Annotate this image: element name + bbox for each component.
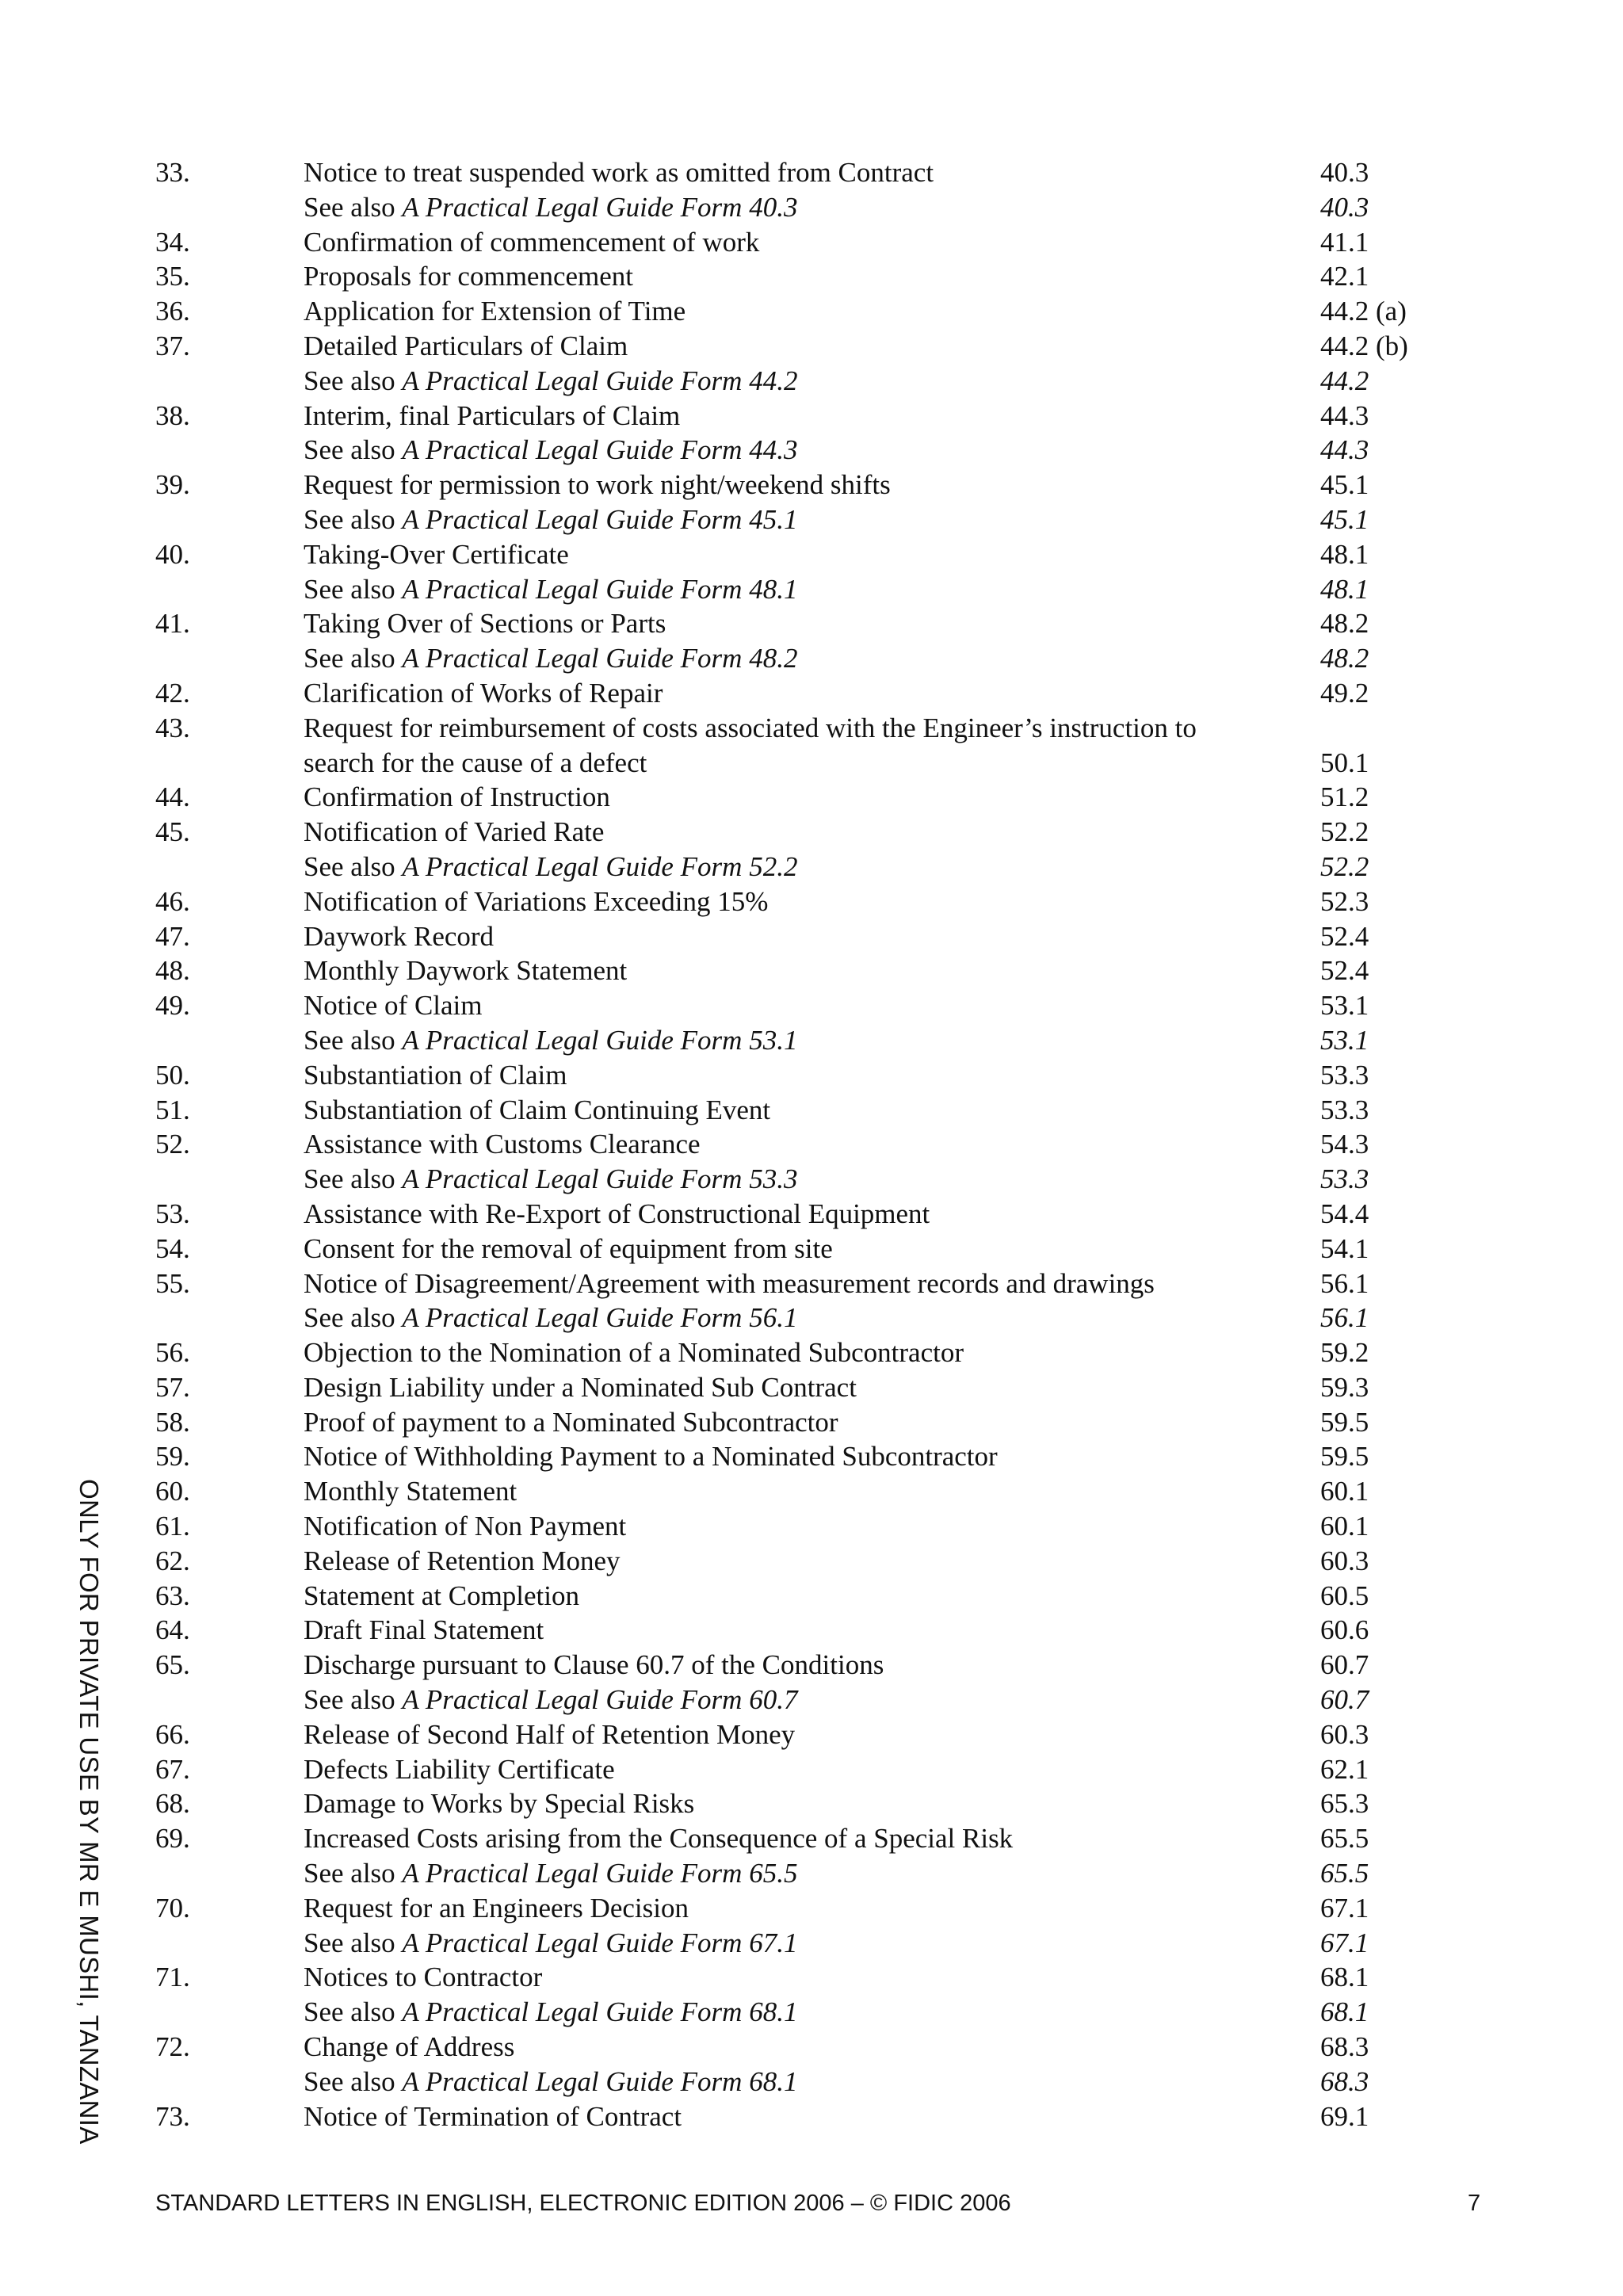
see-also-row	[155, 2065, 1423, 2099]
item-title: Notification of Non Payment	[304, 1511, 627, 1542]
see-also-prefix: See also	[304, 1684, 403, 1716]
clause-reference: 54.3	[1320, 1129, 1369, 1160]
item-number: 38.	[155, 399, 190, 431]
clause-reference: 53.3	[1320, 1163, 1369, 1195]
item-number: 62.	[155, 1545, 190, 1576]
see-also-prefix: See also	[304, 1302, 403, 1334]
guide-reference: A Practical Legal Guide Form 65.5	[402, 1858, 798, 1889]
see-also-row	[155, 502, 1423, 537]
see-also-row	[155, 190, 1423, 225]
item-title: Request for reimbursement of costs associated with the Engineer’s instruction to	[304, 712, 1197, 743]
clause-reference: 62.1	[1320, 1753, 1369, 1785]
guide-reference: A Practical Legal Guide Form 45.1	[402, 503, 798, 535]
see-also-row	[155, 1683, 1423, 1717]
list-item	[155, 2099, 1423, 2134]
list-item	[155, 1266, 1423, 1301]
item-title: Request for permission to work night/weekend shifts	[304, 469, 891, 501]
item-title: Substantiation of Claim	[304, 1059, 567, 1091]
see-also-prefix: See also	[304, 1024, 403, 1056]
item-number: 53.	[155, 1198, 190, 1229]
see-also-row	[155, 1162, 1423, 1197]
list-item	[155, 1058, 1423, 1093]
item-title: Taking-Over Certificate	[304, 538, 569, 570]
item-title: Notice of Termination of Contract	[304, 2100, 682, 2132]
clause-reference: 60.5	[1320, 1580, 1369, 1611]
clause-reference: 59.2	[1320, 1337, 1369, 1369]
list-item	[155, 780, 1423, 815]
see-also-prefix: See also	[304, 1858, 403, 1889]
clause-reference: 54.4	[1320, 1198, 1369, 1229]
item-number: 67.	[155, 1753, 190, 1785]
item-number: 48.	[155, 955, 190, 987]
form-index-list	[155, 155, 1423, 2134]
item-title: Monthly Daywork Statement	[304, 955, 628, 987]
clause-reference: 44.2 (b)	[1320, 330, 1408, 361]
clause-reference: 60.6	[1320, 1614, 1369, 1646]
see-also-text	[304, 364, 797, 399]
item-number: 73.	[155, 2100, 190, 2132]
item-title: Increased Costs arising from the Consequence of a Special Risk	[304, 1823, 1014, 1855]
list-item	[155, 1613, 1423, 1648]
see-also-text	[304, 572, 797, 607]
list-item-continuation	[155, 746, 1423, 781]
see-also-prefix: See also	[304, 1163, 403, 1195]
item-number: 65.	[155, 1649, 190, 1681]
list-item	[155, 1544, 1423, 1579]
clause-reference: 44.3	[1320, 434, 1369, 466]
item-title: Monthly Statement	[304, 1476, 517, 1507]
clause-reference: 48.1	[1320, 538, 1369, 570]
item-number: 33.	[155, 157, 190, 188]
list-item	[155, 225, 1423, 260]
item-number: 60.	[155, 1476, 190, 1507]
guide-reference: A Practical Legal Guide Form 44.3	[402, 434, 798, 466]
item-title: Notice of Disagreement/Agreement with measurement records and drawings	[304, 1267, 1155, 1299]
item-title: Assistance with Re-Export of Constructional Equipment	[304, 1198, 930, 1229]
item-title: Application for Extension of Time	[304, 296, 686, 327]
list-item	[155, 884, 1423, 919]
see-also-text	[304, 1301, 797, 1335]
see-also-prefix: See also	[304, 365, 403, 396]
item-title: Confirmation of commencement of work	[304, 226, 760, 258]
list-item	[155, 1335, 1423, 1370]
list-item	[155, 606, 1423, 641]
clause-reference: 60.7	[1320, 1684, 1369, 1716]
clause-reference: 68.3	[1320, 2065, 1369, 2097]
see-also-text	[304, 1023, 797, 1058]
item-title: search for the cause of a defect	[304, 747, 647, 778]
see-also-row	[155, 641, 1423, 676]
item-title: Clarification of Works of Repair	[304, 677, 663, 709]
see-also-text	[304, 1162, 797, 1197]
clause-reference: 45.1	[1320, 469, 1369, 501]
item-number: 66.	[155, 1718, 190, 1750]
clause-reference: 40.3	[1320, 191, 1369, 223]
clause-reference: 53.3	[1320, 1094, 1369, 1125]
item-title: Release of Second Half of Retention Money	[304, 1718, 796, 1750]
see-also-row	[155, 364, 1423, 399]
list-item	[155, 1786, 1423, 1821]
guide-reference: A Practical Legal Guide Form 60.7	[402, 1684, 798, 1716]
list-item	[155, 294, 1423, 329]
list-item	[155, 468, 1423, 502]
clause-reference: 67.1	[1320, 1927, 1369, 1958]
clause-reference: 40.3	[1320, 157, 1369, 188]
list-item	[155, 329, 1423, 364]
clause-reference: 52.2	[1320, 816, 1369, 848]
list-item	[155, 1405, 1423, 1440]
item-title: Notification of Varied Rate	[304, 816, 605, 848]
item-number: 39.	[155, 469, 190, 501]
item-number: 69.	[155, 1823, 190, 1855]
item-number: 61.	[155, 1511, 190, 1542]
item-number: 54.	[155, 1232, 190, 1264]
see-also-text	[304, 1995, 797, 2030]
clause-reference: 51.2	[1320, 781, 1369, 813]
list-item	[155, 1891, 1423, 1926]
list-item	[155, 155, 1423, 190]
item-title: Notification of Variations Exceeding 15%	[304, 885, 769, 917]
see-also-row	[155, 1023, 1423, 1058]
see-also-prefix: See also	[304, 573, 403, 605]
list-item	[155, 953, 1423, 988]
clause-reference: 59.5	[1320, 1441, 1369, 1473]
see-also-row	[155, 572, 1423, 607]
clause-reference: 59.3	[1320, 1371, 1369, 1403]
item-title: Objection to the Nomination of a Nominated Subcontractor	[304, 1337, 964, 1369]
see-also-prefix: See also	[304, 1927, 403, 1958]
list-item	[155, 1439, 1423, 1474]
see-also-prefix: See also	[304, 191, 403, 223]
clause-reference: 50.1	[1320, 747, 1369, 778]
clause-reference: 65.5	[1320, 1858, 1369, 1889]
see-also-prefix: See also	[304, 503, 403, 535]
item-number: 42.	[155, 677, 190, 709]
item-number: 34.	[155, 226, 190, 258]
clause-reference: 54.1	[1320, 1232, 1369, 1264]
see-also-row	[155, 1856, 1423, 1891]
see-also-prefix: See also	[304, 643, 403, 674]
item-number: 68.	[155, 1788, 190, 1820]
clause-reference: 44.2	[1320, 365, 1369, 396]
private-use-watermark: ONLY FOR PRIVATE USE BY MR E MUSHI, TANZANIA	[74, 1479, 104, 2145]
clause-reference: 53.3	[1320, 1059, 1369, 1091]
clause-reference: 52.2	[1320, 850, 1369, 882]
see-also-prefix: See also	[304, 850, 403, 882]
clause-reference: 48.2	[1320, 643, 1369, 674]
item-number: 37.	[155, 330, 190, 361]
list-item	[155, 1232, 1423, 1266]
item-title: Detailed Particulars of Claim	[304, 330, 628, 361]
clause-reference: 60.3	[1320, 1718, 1369, 1750]
clause-reference: 56.1	[1320, 1267, 1369, 1299]
clause-reference: 53.1	[1320, 990, 1369, 1022]
list-item	[155, 1474, 1423, 1509]
see-also-row	[155, 1995, 1423, 2030]
item-number: 46.	[155, 885, 190, 917]
guide-reference: A Practical Legal Guide Form 56.1	[402, 1302, 798, 1334]
clause-reference: 41.1	[1320, 226, 1369, 258]
clause-reference: 52.4	[1320, 920, 1369, 952]
see-also-text	[304, 190, 797, 225]
see-also-prefix: See also	[304, 2065, 403, 2097]
item-number: 41.	[155, 608, 190, 640]
item-number: 45.	[155, 816, 190, 848]
see-also-text	[304, 850, 797, 884]
list-item	[155, 1197, 1423, 1232]
list-item	[155, 1579, 1423, 1614]
item-title: Release of Retention Money	[304, 1545, 621, 1576]
clause-reference: 68.3	[1320, 2031, 1369, 2063]
list-item	[155, 1960, 1423, 1995]
item-title: Notice of Claim	[304, 990, 483, 1022]
list-item	[155, 1127, 1423, 1162]
see-also-text	[304, 1856, 797, 1891]
list-item	[155, 988, 1423, 1023]
list-item	[155, 1370, 1423, 1405]
clause-reference: 42.1	[1320, 261, 1369, 292]
item-number: 63.	[155, 1580, 190, 1611]
item-number: 47.	[155, 920, 190, 952]
item-title: Notice to treat suspended work as omitted from Contract	[304, 157, 934, 188]
clause-reference: 45.1	[1320, 503, 1369, 535]
list-item	[155, 676, 1423, 711]
clause-reference: 60.7	[1320, 1649, 1369, 1681]
item-number: 49.	[155, 990, 190, 1022]
item-number: 70.	[155, 1892, 190, 1924]
clause-reference: 59.5	[1320, 1406, 1369, 1438]
clause-reference: 65.5	[1320, 1823, 1369, 1855]
item-number: 64.	[155, 1614, 190, 1646]
item-number: 52.	[155, 1129, 190, 1160]
list-item	[155, 815, 1423, 850]
item-number: 58.	[155, 1406, 190, 1438]
clause-reference: 65.3	[1320, 1788, 1369, 1820]
item-number: 43.	[155, 712, 190, 743]
list-item	[155, 1717, 1423, 1752]
item-number: 50.	[155, 1059, 190, 1091]
list-item	[155, 1509, 1423, 1544]
item-number: 72.	[155, 2031, 190, 2063]
see-also-row	[155, 1301, 1423, 1335]
list-item	[155, 399, 1423, 434]
see-also-text	[304, 1683, 797, 1717]
clause-reference: 53.1	[1320, 1024, 1369, 1056]
clause-reference: 60.1	[1320, 1511, 1369, 1542]
item-title: Proof of payment to a Nominated Subcontractor	[304, 1406, 838, 1438]
clause-reference: 60.3	[1320, 1545, 1369, 1576]
clause-reference: 48.2	[1320, 608, 1369, 640]
guide-reference: A Practical Legal Guide Form 53.3	[402, 1163, 798, 1195]
item-title: Design Liability under a Nominated Sub Contract	[304, 1371, 857, 1403]
see-also-text	[304, 433, 797, 468]
see-also-row	[155, 850, 1423, 884]
item-title: Taking Over of Sections or Parts	[304, 608, 666, 640]
guide-reference: A Practical Legal Guide Form 68.1	[402, 2065, 798, 2097]
clause-reference: 56.1	[1320, 1302, 1369, 1334]
guide-reference: A Practical Legal Guide Form 68.1	[402, 1996, 798, 2028]
page-number: 7	[1468, 2191, 1481, 2216]
list-item	[155, 1752, 1423, 1787]
item-title: Statement at Completion	[304, 1580, 580, 1611]
clause-reference: 44.2 (a)	[1320, 296, 1407, 327]
page-footer: STANDARD LETTERS IN ENGLISH, ELECTRONIC EDITION 2006 – © FIDIC 2006	[155, 2191, 1011, 2216]
item-number: 56.	[155, 1337, 190, 1369]
clause-reference: 48.1	[1320, 573, 1369, 605]
see-also-text	[304, 641, 797, 676]
item-number: 40.	[155, 538, 190, 570]
clause-reference: 67.1	[1320, 1892, 1369, 1924]
guide-reference: A Practical Legal Guide Form 44.2	[402, 365, 798, 396]
item-title: Change of Address	[304, 2031, 515, 2063]
item-title: Request for an Engineers Decision	[304, 1892, 689, 1924]
guide-reference: A Practical Legal Guide Form 40.3	[402, 191, 798, 223]
item-title: Assistance with Customs Clearance	[304, 1129, 701, 1160]
list-item	[155, 1821, 1423, 1856]
see-also-text	[304, 1926, 797, 1961]
clause-reference: 52.3	[1320, 885, 1369, 917]
item-number: 44.	[155, 781, 190, 813]
clause-reference: 44.3	[1320, 399, 1369, 431]
clause-reference: 49.2	[1320, 677, 1369, 709]
item-title: Daywork Record	[304, 920, 495, 952]
item-title: Notices to Contractor	[304, 1962, 543, 1993]
see-also-text	[304, 2065, 797, 2099]
guide-reference: A Practical Legal Guide Form 48.2	[402, 643, 798, 674]
item-title: Defects Liability Certificate	[304, 1753, 615, 1785]
item-title: Notice of Withholding Payment to a Nominated Subcontractor	[304, 1441, 998, 1473]
item-title: Proposals for commencement	[304, 261, 634, 292]
clause-reference: 68.1	[1320, 1996, 1369, 2028]
see-also-row	[155, 1926, 1423, 1961]
clause-reference: 68.1	[1320, 1962, 1369, 1993]
guide-reference: A Practical Legal Guide Form 53.1	[402, 1024, 798, 1056]
item-number: 55.	[155, 1267, 190, 1299]
item-title: Damage to Works by Special Risks	[304, 1788, 695, 1820]
item-title: Interim, final Particulars of Claim	[304, 399, 681, 431]
guide-reference: A Practical Legal Guide Form 52.2	[402, 850, 798, 882]
list-item	[155, 537, 1423, 572]
item-title: Discharge pursuant to Clause 60.7 of the Conditions	[304, 1649, 884, 1681]
guide-reference: A Practical Legal Guide Form 67.1	[402, 1927, 798, 1958]
item-number: 59.	[155, 1441, 190, 1473]
item-title: Consent for the removal of equipment from site	[304, 1232, 833, 1264]
see-also-row	[155, 433, 1423, 468]
item-title: Draft Final Statement	[304, 1614, 544, 1646]
clause-reference: 69.1	[1320, 2100, 1369, 2132]
clause-reference: 60.1	[1320, 1476, 1369, 1507]
list-item	[155, 919, 1423, 954]
item-number: 57.	[155, 1371, 190, 1403]
list-item	[155, 259, 1423, 294]
clause-reference: 52.4	[1320, 955, 1369, 987]
item-number: 51.	[155, 1094, 190, 1125]
list-item	[155, 1648, 1423, 1683]
item-number: 35.	[155, 261, 190, 292]
item-title: Confirmation of Instruction	[304, 781, 610, 813]
guide-reference: A Practical Legal Guide Form 48.1	[402, 573, 798, 605]
list-item	[155, 711, 1423, 746]
see-also-text	[304, 502, 797, 537]
see-also-prefix: See also	[304, 434, 403, 466]
item-number: 71.	[155, 1962, 190, 1993]
list-item	[155, 1093, 1423, 1128]
item-title: Substantiation of Claim Continuing Event	[304, 1094, 771, 1125]
item-number: 36.	[155, 296, 190, 327]
list-item	[155, 2030, 1423, 2065]
see-also-prefix: See also	[304, 1996, 403, 2028]
